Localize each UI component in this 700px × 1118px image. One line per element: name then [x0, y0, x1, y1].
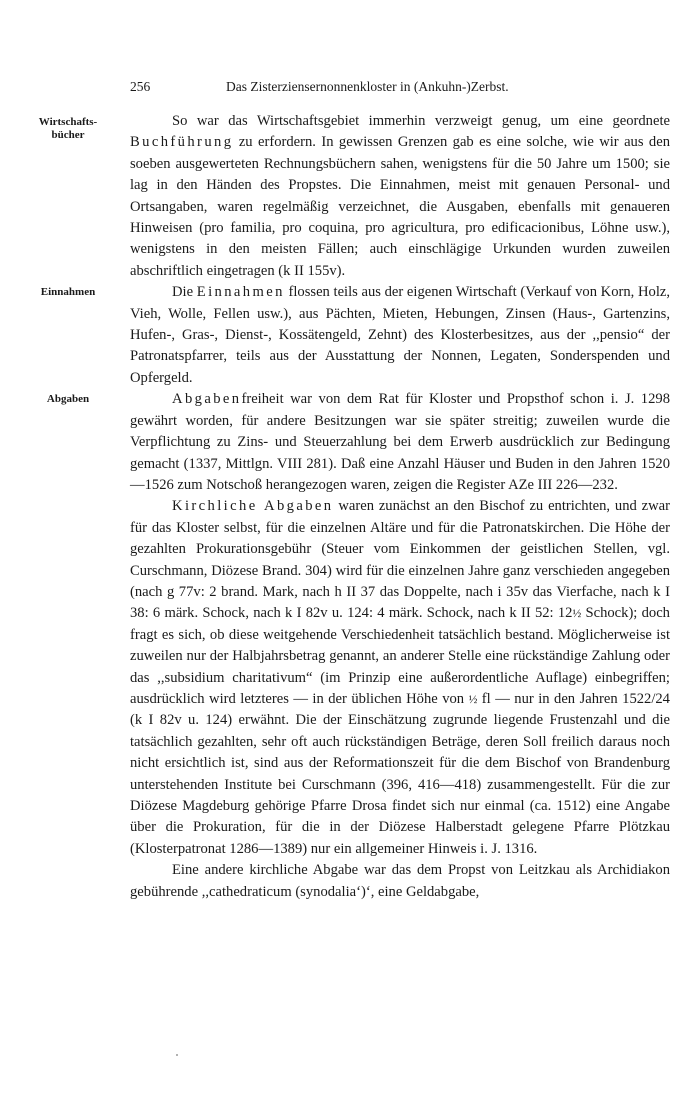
margin-note-wirtschaftsbuecher: [18, 116, 118, 142]
fraction: ½: [572, 607, 582, 621]
body-text: [130, 111, 670, 903]
text-run: Die: [172, 284, 197, 301]
paragraph-einnahmen: [130, 282, 670, 389]
text-run: zu erfordern. In gewissen Grenzen gab es eine solche, wie wir aus den soeben ausgewerteten Rechnungsbüchern sahen, wenigstens für die 50 Jahre um 1500; sie lag in den Händen des Propstes. Die Einnahmen, meist mit genauen Personal- und Ortsangaben, waren regelmäßig verzeichnet, die Ausgaben, ebenfalls mit genaueren Hinweisen (pro familia, pro coquina, pro agricultura, pro edificacionibus, Löhne usw.), wenigstens in den meisten Fällen; auch einschlägige Urkunden wurden zuweilen abschriftlich eingetragen (k II 155v).: [130, 134, 670, 279]
spaced-keyword: Buchführung: [130, 134, 234, 151]
spaced-keyword: Einnahmen: [196, 284, 285, 301]
margin-note-line: Wirtschafts-: [38, 116, 98, 128]
text-run: flossen teils aus der eigenen Wirtschaft (Verkauf von Korn, Holz, Vieh, Wolle, Fellen usw.), aus Pächten, Mieten, Hebungen, Zinsen (Haus-, Gartenzins, Hufen-, Gras-, Dienst-, Kossätengeld, Zehnt) des Klosterbesitzes, aus der ,,pensio“ der Patronatspfarrer, teils aus der Ausstattung der Nonnen, Legaten, Sonderspenden und Opfergeld.: [130, 284, 670, 386]
text-run: Eine andere kirchliche Abgabe war das dem Propst von Leitzkau als Archidiakon gebührende ,,cathedraticum (synodalia‘)‘, eine Geldabgabe,: [130, 862, 670, 900]
spaced-keyword: Kirchliche Abgaben: [172, 498, 334, 515]
margin-note-line: bücher: [51, 129, 85, 141]
running-header: [130, 79, 670, 97]
text-run: freiheit war von dem Rat für Kloster und Propsthof schon i. J. 1298 gewährt worden, für andere Besitzungen war sie später streitig; zuweilen wurde die Verpflichtung zu Zins- und Steuerzahlung bei dem Erwerb ausdrücklich zur Bedingung gemacht (1337, Mittlgn. VIII 281). Daß eine Anzahl Häuser und Buden in den Jahren 1520—1526 zum Notschoß herangezogen waren, zeigen die Register AZe III 226—232.: [130, 391, 670, 493]
text-run: Schock); doch fragt es sich, ob diese weitgehende Verschiedenheit tatsächlich bestand. Möglicherweise ist zuweilen nur der Halbjahrsbetrag genannt, an anderer Stelle eine rückständige Zahlung oder das ,,subsidium charitativum“ (im Prinzip eine außerordentliche Auflage) einbegriffen; ausdrücklich wird letzteres — in der üblichen Höhe von: [130, 605, 670, 707]
page-number: 256: [130, 79, 151, 94]
text-run: So war das Wirtschaftsgebiet immerhin verzweigt genug, um eine geordnete: [172, 113, 670, 129]
fraction: ½: [468, 692, 478, 706]
paragraph-wirtschaftsbuecher: [130, 111, 670, 282]
text-run: waren zunächst an den Bischof zu entrichten, und zwar für das Kloster selbst, für die einzelnen Altäre und für die Patronatskirchen. Die Höhe der gezahlten Prokurationsgebühr (Steuer vom Einkommen der geistlichen Stellen, vgl. Curschmann, Diözese Brand. 304) wird für die einzelnen Jahre ganz verschieden angegeben (nach g 77v: 2 brand. Mark, nach h II 37 das Doppelte, nach i 35v das Vierfache, nach k I 38: 6 märk. Schock, nach k I 82v u. 124: 4 märk. Schock, nach k II 52: 12: [130, 498, 670, 622]
paragraph-abgaben: [130, 389, 670, 496]
paragraph-kirchliche: [130, 496, 670, 860]
spaced-keyword: Abgaben: [172, 391, 242, 408]
margin-note-line: Einnahmen: [40, 286, 96, 298]
margin-note-line: Abgaben: [46, 393, 90, 405]
margin-note-abgaben: [18, 393, 118, 406]
print-speck: [176, 1054, 178, 1056]
paragraph-cathedraticum: [130, 860, 670, 903]
running-title: Das Zisterziensernonnenkloster in (Ankuhn-)Zerbst.: [226, 79, 509, 94]
text-run: fl — nur in den Jahren 1522/24 (k I 82v u. 124) erwähnt. Die der Einschätzung zugrunde liegende Frustenzahl und die tatsächlich gezahlten, sehr oft auch rückständigen Beträge, deren Soll freilich daraus noch nicht ersichtlich ist, sind aus der Reformationszeit für die dem Bischof von Brandenburg unterstehenden Institute bei Curschmann (396, 416—418) zusammengestellt. Für die zur Diözese Magdeburg gehörige Pfarre Drosa findet sich nur einmal (ca. 1512) eine Angabe über die Prokuration, für die in der Diözese Halberstadt gelegene Pfarre Plötzkau (Klosterpatronat 1286—1389) nur ein allgemeiner Hinweis i. J. 1316.: [130, 690, 670, 857]
margin-note-einnahmen: [18, 286, 118, 299]
